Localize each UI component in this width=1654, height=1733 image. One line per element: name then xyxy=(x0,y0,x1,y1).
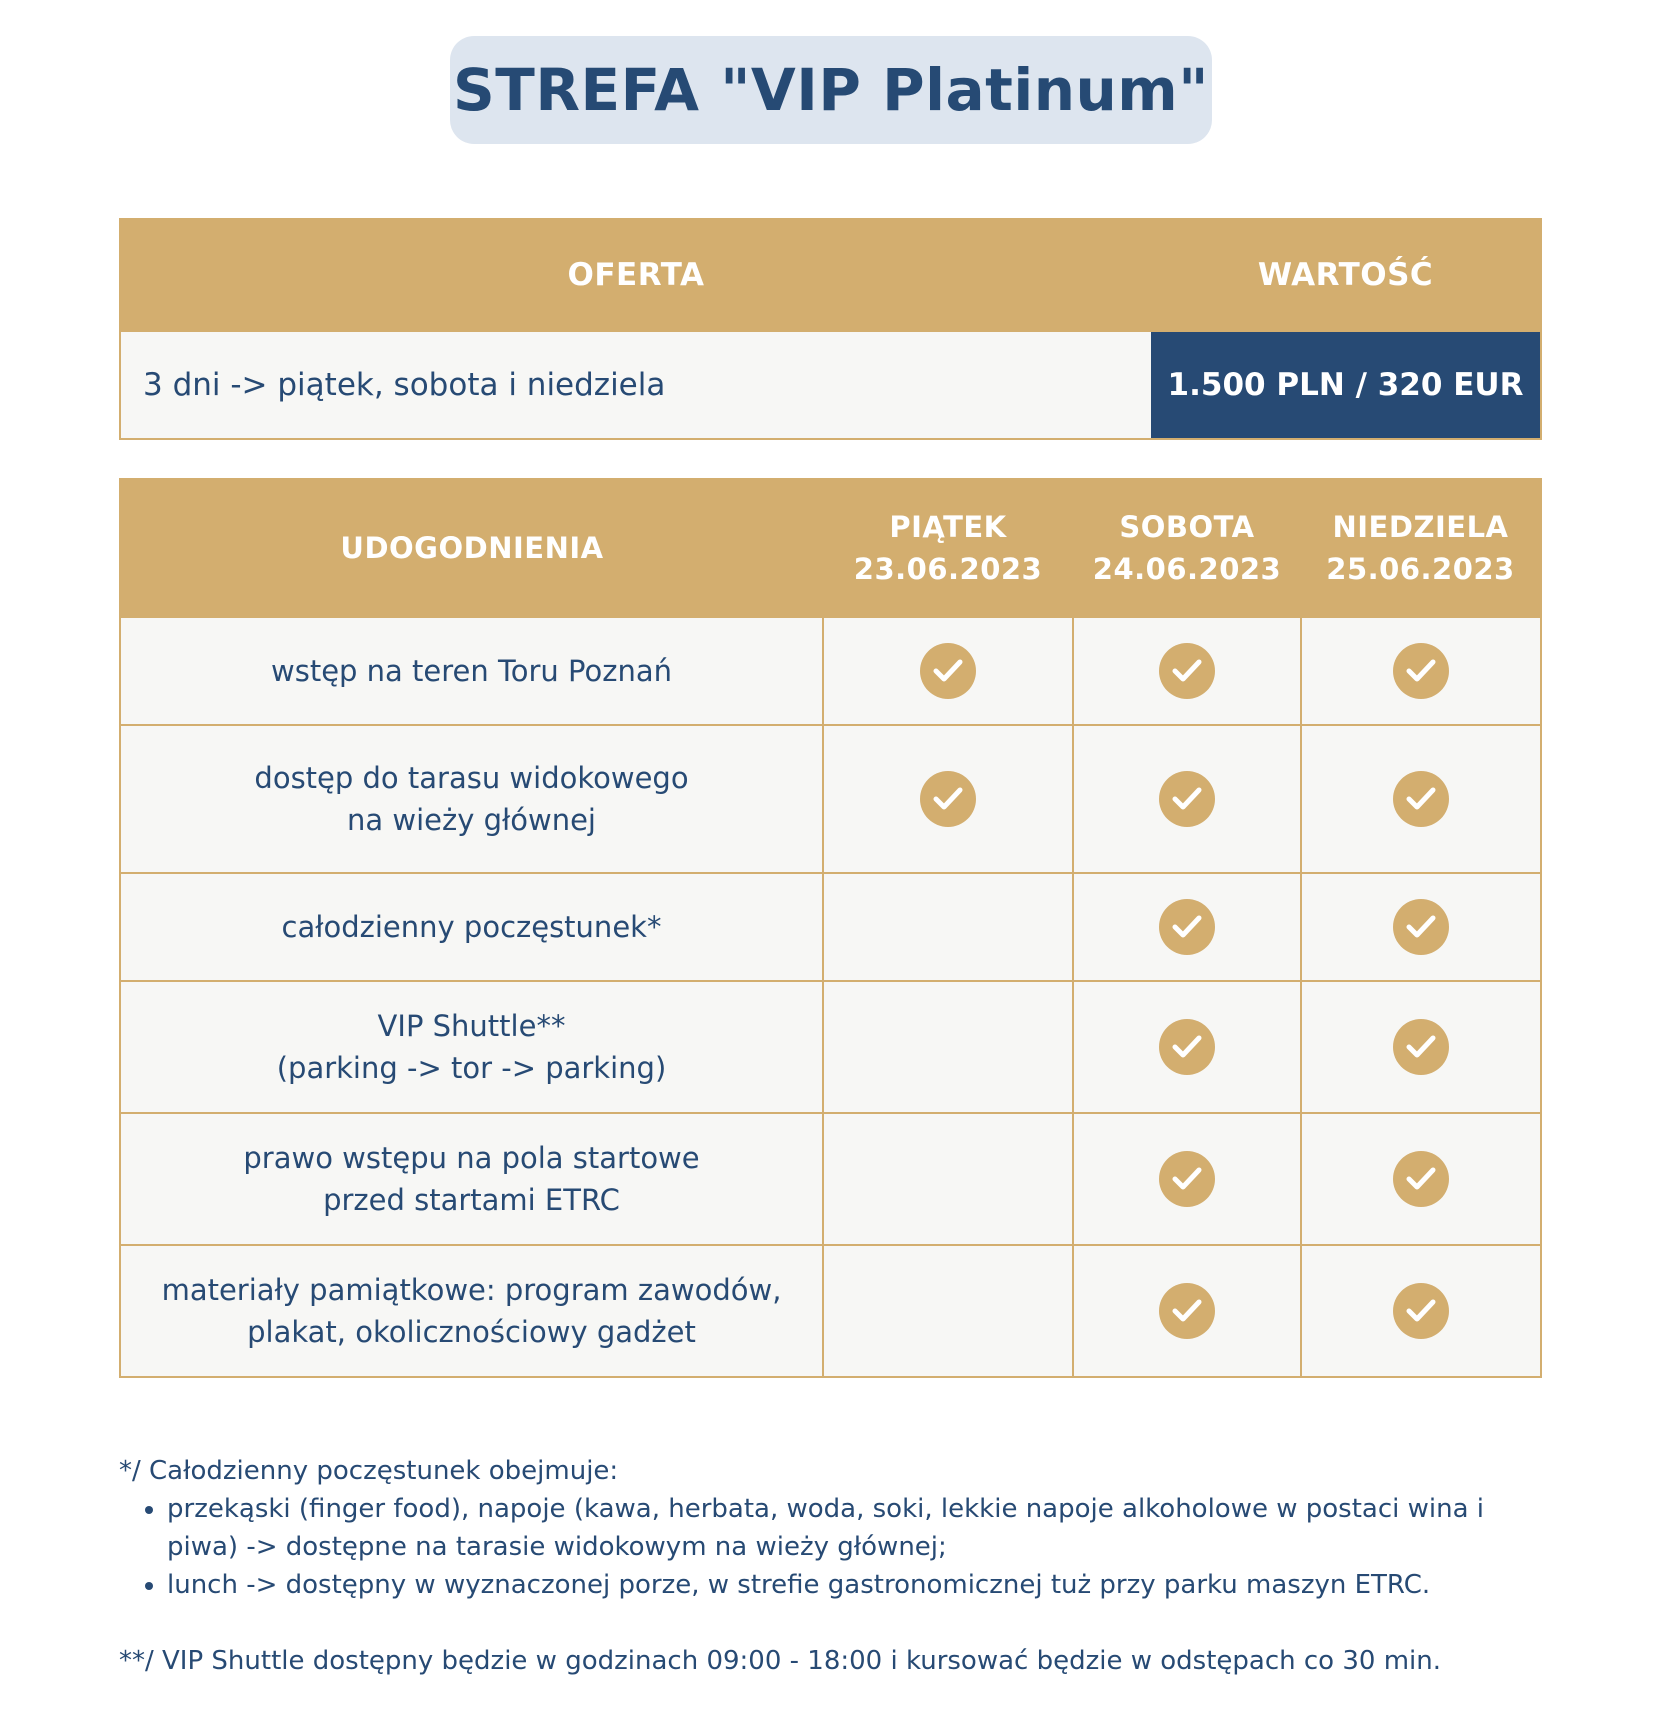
day-date: 25.06.2023 xyxy=(1326,552,1515,586)
amenities-header: UDOGODNIENIA xyxy=(120,479,823,617)
amenity-day-cell xyxy=(1073,1113,1301,1245)
amenity-label: materiały pamiątkowe: program zawodów, plakat, okolicznościowy gadżet xyxy=(120,1245,823,1377)
table-row xyxy=(120,873,1541,981)
offer-header: OFERTA xyxy=(120,219,1151,331)
day-date: 23.06.2023 xyxy=(853,552,1043,586)
amenity-day-cell xyxy=(1301,1245,1541,1377)
amenity-day-cell xyxy=(823,1113,1073,1245)
day-header-saturday xyxy=(1073,479,1301,617)
amenity-day-cell xyxy=(1301,981,1541,1113)
footnote-2: **/ VIP Shuttle dostępny będzie w godzinach 09:00 - 18:00 i kursować będzie w odstępach co 30 min. xyxy=(119,1646,1441,1676)
amenity-day-cell xyxy=(823,617,1073,725)
table-row xyxy=(120,1245,1541,1377)
page-title: STREFA "VIP Platinum" xyxy=(453,56,1209,124)
title-banner xyxy=(450,36,1212,144)
check-circle-icon xyxy=(1393,643,1449,699)
offer-description: 3 dni -> piątek, sobota i niedziela xyxy=(120,331,1151,439)
day-header-sunday xyxy=(1301,479,1541,617)
amenity-day-cell xyxy=(1073,981,1301,1113)
amenity-day-cell xyxy=(823,981,1073,1113)
amenity-label: VIP Shuttle** (parking -> tor -> parking) xyxy=(120,981,823,1113)
check-circle-icon xyxy=(1393,1019,1449,1075)
check-circle-icon xyxy=(1159,643,1215,699)
offer-price: 1.500 PLN / 320 EUR xyxy=(1151,331,1541,439)
amenity-label: prawo wstępu na pola startowe przed startami ETRC xyxy=(120,1113,823,1245)
value-header: WARTOŚĆ xyxy=(1151,219,1541,331)
check-circle-icon xyxy=(1393,1151,1449,1207)
check-circle-icon xyxy=(1159,1019,1215,1075)
check-circle-icon xyxy=(1393,1283,1449,1339)
amenity-day-cell xyxy=(1073,725,1301,873)
amenity-day-cell xyxy=(1301,725,1541,873)
footnote-1-item: • przekąski (finger food), napoje (kawa, herbata, woda, soki, lekkie napoje alkoholowe w postaci wina i piwa) -> dostępne na tarasie widokowym na wieży głównej; xyxy=(167,1490,1549,1566)
amenity-day-cell xyxy=(1073,873,1301,981)
amenity-day-cell xyxy=(1073,617,1301,725)
amenity-day-cell xyxy=(1301,617,1541,725)
day-date: 24.06.2023 xyxy=(1092,552,1282,586)
check-circle-icon xyxy=(920,771,976,827)
day-name: NIEDZIELA xyxy=(1332,510,1509,544)
day-header-friday xyxy=(823,479,1073,617)
footnote-1-intro: */ Całodzienny poczęstunek obejmuje: xyxy=(119,1456,619,1486)
check-circle-icon xyxy=(1393,771,1449,827)
amenity-day-cell xyxy=(1301,1113,1541,1245)
amenity-day-cell xyxy=(823,873,1073,981)
footnote-1-item: • lunch -> dostępny w wyznaczonej porze, w strefie gastronomicznej tuż przy parku maszyn ETRC. xyxy=(167,1566,1549,1604)
table-row xyxy=(120,981,1541,1113)
check-circle-icon xyxy=(1159,899,1215,955)
amenity-label: całodzienny poczęstunek* xyxy=(120,873,823,981)
amenity-day-cell xyxy=(823,1245,1073,1377)
check-circle-icon xyxy=(1159,1151,1215,1207)
amenities-table xyxy=(119,478,1542,1378)
offer-table xyxy=(119,218,1542,440)
check-circle-icon xyxy=(920,643,976,699)
day-name: PIĄTEK xyxy=(889,510,1007,544)
day-name: SOBOTA xyxy=(1119,510,1255,544)
check-circle-icon xyxy=(1159,771,1215,827)
table-row xyxy=(120,725,1541,873)
footnote-1-list xyxy=(119,1490,1549,1604)
amenity-day-cell xyxy=(823,725,1073,873)
footnotes xyxy=(119,1452,1549,1680)
amenity-day-cell xyxy=(1073,1245,1301,1377)
amenity-label: wstęp na teren Toru Poznań xyxy=(120,617,823,725)
amenity-label: dostęp do tarasu widokowego na wieży głównej xyxy=(120,725,823,873)
table-row xyxy=(120,617,1541,725)
amenity-day-cell xyxy=(1301,873,1541,981)
check-circle-icon xyxy=(1393,899,1449,955)
table-row xyxy=(120,1113,1541,1245)
check-circle-icon xyxy=(1159,1283,1215,1339)
